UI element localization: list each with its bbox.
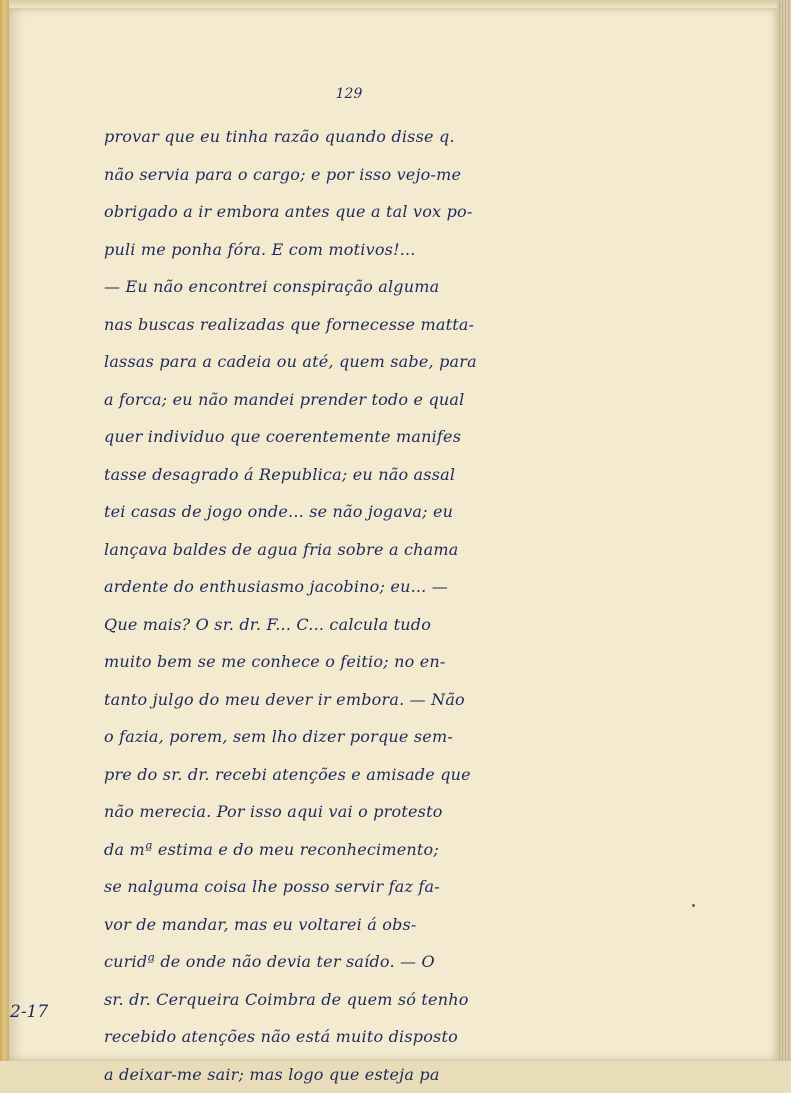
text-line: tasse desagrado á Republica; eu não assal xyxy=(104,456,609,494)
text-line: não servia para o cargo; e por isso vejo-me xyxy=(104,156,609,194)
text-line: tanto julgo do meu dever ir embora. — Não xyxy=(104,681,609,719)
text-line: curidª de onde não devia ter saído. — O xyxy=(104,943,609,981)
text-line: puli me ponha fóra. E com motivos!... xyxy=(104,231,609,269)
text-line: provar que eu tinha razão quando disse q. xyxy=(104,118,609,156)
text-line: o fazia, porem, sem lho dizer porque sem- xyxy=(104,718,609,756)
text-line: quer individuo que coerentemente manifes xyxy=(104,418,609,456)
page-number: 129 xyxy=(329,86,369,102)
text-line: ardente do enthusiasmo jacobino; eu... — xyxy=(104,568,609,606)
text-line: vor de mandar, mas eu voltarei á obs- xyxy=(104,906,609,944)
text-line: pre do sr. dr. recebi atenções e amisade que xyxy=(104,756,609,794)
text-line: a forca; eu não mandei prender todo e qual xyxy=(104,381,609,419)
text-line: se nalguma coisa lhe posso servir faz fa- xyxy=(104,868,609,906)
text-line: sr. dr. Cerqueira Coimbra de quem só tenho xyxy=(104,981,609,1019)
text-line: recebido atenções não está muito disposto xyxy=(104,1018,609,1056)
text-line: não merecia. Por isso aqui vai o protesto xyxy=(104,793,609,831)
handwritten-text xyxy=(104,118,609,1093)
text-line: Que mais? O sr. dr. F... C... calcula tudo xyxy=(104,606,609,644)
text-line: — Eu não encontrei conspiração alguma xyxy=(104,268,609,306)
text-line: nas buscas realizadas que fornecesse matta- xyxy=(104,306,609,344)
text-line: tei casas de jogo onde... se não jogava; eu xyxy=(104,493,609,531)
stacked-pages-edge xyxy=(777,0,791,1061)
margin-note: 2-17 xyxy=(10,1002,48,1022)
text-line: lançava baldes de agua fria sobre a chama xyxy=(104,531,609,569)
text-line: muito bem se me conhece o feitio; no en- xyxy=(104,643,609,681)
text-line: da mª estima e do meu reconhecimento; xyxy=(104,831,609,869)
text-line: a deixar-me sair; mas logo que esteja pa xyxy=(104,1056,609,1093)
page-top-edge xyxy=(9,0,777,8)
pencil-mark xyxy=(692,904,695,907)
text-line: obrigado a ir embora antes que a tal vox po- xyxy=(104,193,609,231)
book-gutter-edge xyxy=(0,0,9,1061)
text-line: lassas para a cadeia ou até, quem sabe, para xyxy=(104,343,609,381)
